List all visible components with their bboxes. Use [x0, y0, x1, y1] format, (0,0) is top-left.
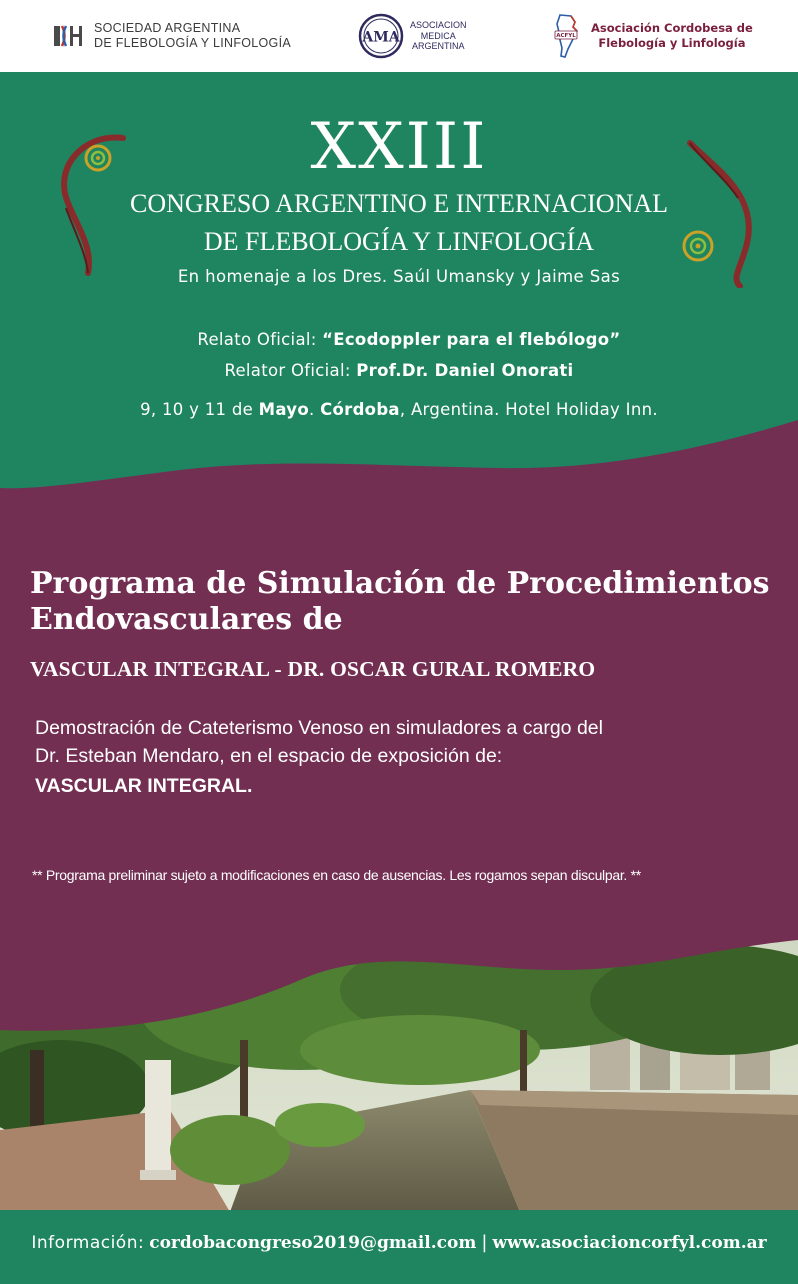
cordoba-canal-photo	[0, 940, 798, 1212]
ama-text: ASOCIACION MEDICA ARGENTINA	[410, 20, 467, 52]
sociedad-argentina-text: SOCIEDAD ARGENTINA DE FLEBOLOGÍA Y LINFOLOGÍA	[94, 21, 291, 50]
dates-city: Córdoba	[320, 400, 400, 419]
demo-line2: Dr. Esteban Mendaro, en el espacio de exposición de:	[35, 745, 503, 767]
program-title-line1: Programa de Simulación de Procedimientos	[30, 566, 770, 601]
congress-edition: XXIII	[310, 110, 488, 184]
homage-text: En homenaje a los Dres. Saúl Umansky y Jaime Sas	[177, 267, 621, 286]
svg-text:AMA: AMA	[362, 29, 400, 46]
relato-value: “Ecodoppler para el flebólogo”	[322, 330, 621, 349]
dates-month: Mayo	[258, 400, 309, 419]
argentina-map-icon	[551, 13, 585, 59]
footer-contact	[0, 1230, 798, 1255]
logo-bar	[0, 0, 798, 72]
footer-separator: |	[481, 1232, 488, 1253]
congress-title-line2: DE FLEBOLOGÍA Y LINFOLOGÍA	[203, 227, 595, 256]
program-title	[30, 566, 780, 638]
event-dates	[0, 400, 798, 419]
footer-email-link[interactable]: cordobacongreso2019@gmail.com	[149, 1233, 477, 1253]
congress-title-line1: CONGRESO ARGENTINO E INTERNACIONAL	[129, 189, 669, 218]
footer-website-link[interactable]: www.asociacioncorfyl.com.ar	[492, 1233, 767, 1253]
relator-oficial	[0, 361, 798, 380]
footer-label: Información:	[31, 1233, 145, 1253]
program-title-line2: Endovasculares de	[30, 602, 343, 637]
relator-value: Prof.Dr. Daniel Onorati	[356, 361, 574, 380]
demo-description	[35, 714, 755, 770]
ama-logo	[358, 12, 467, 60]
sociedad-argentina-emblem-icon	[52, 22, 86, 50]
relator-label: Relator Oficial:	[224, 361, 351, 380]
dates-dot: .	[309, 400, 315, 419]
relato-label: Relato Oficial:	[197, 330, 317, 349]
demo-line1: Demostración de Cateterismo Venoso en simuladores a cargo del	[35, 717, 603, 739]
preliminary-note: ** Programa preliminar sujeto a modificaciones en caso de ausencias. Les rogamos sepan disculpar. **	[32, 867, 641, 883]
dates-prefix: 9, 10 y 11 de	[140, 400, 254, 419]
svg-text:ACFYL: ACFYL	[556, 33, 576, 39]
dates-suffix: , Argentina. Hotel Holiday Inn.	[399, 400, 658, 419]
acfyl-text: Asociación Cordobesa de Flebología y Linfología	[591, 21, 753, 50]
sociedad-argentina-logo	[52, 12, 291, 60]
wave-divider	[0, 420, 798, 520]
ama-emblem-icon	[358, 13, 404, 59]
relato-oficial	[10, 330, 798, 349]
program-subtitle: VASCULAR INTEGRAL - DR. OSCAR GURAL ROMERO	[30, 657, 596, 681]
demo-sponsor: VASCULAR INTEGRAL.	[35, 775, 253, 797]
acfyl-logo	[551, 12, 753, 60]
